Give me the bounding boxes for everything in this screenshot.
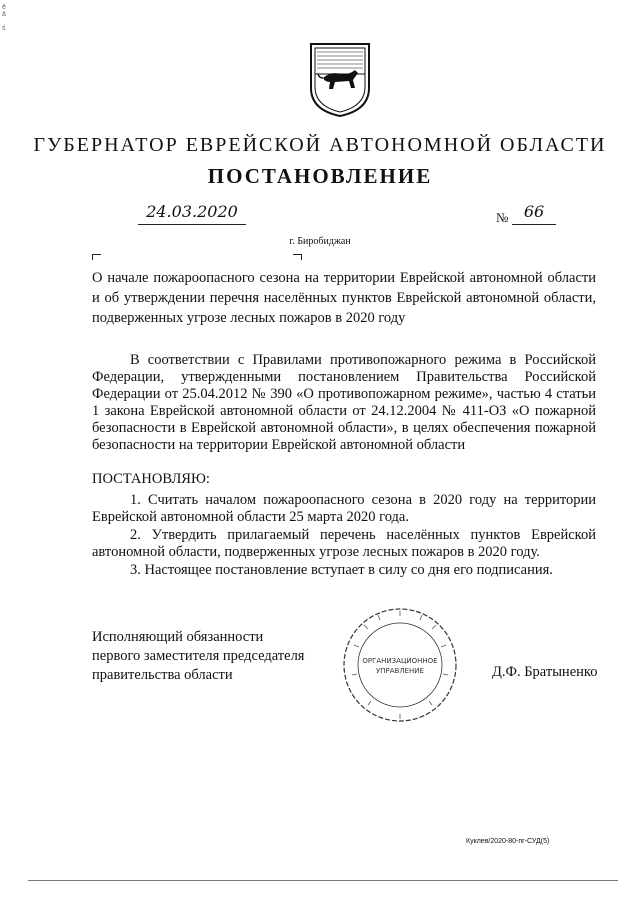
resolve-heading: ПОСТАНОВЛЯЮ: (92, 471, 210, 487)
document-subject: О начале пожароопасного сезона на территории Еврейской автономной области и об утверждении перечня населённых пунктов Еврейской автономной области, подверженных угрозе лесных пожаров в 2020 году (92, 270, 596, 326)
official-stamp (340, 605, 460, 725)
footer-code: Куклев/2020-80-пг-СУД(5) (466, 838, 550, 845)
corner-mark-left (92, 254, 101, 260)
signatory-name: Д.Ф. Братыненко (492, 664, 598, 680)
item-2: 2. Утвердить прилагаемый перечень населённых пунктов Еврейской автономной области, подверженных угрозе лесных пожаров в 2020 году. (92, 527, 596, 560)
stamp-inner-line-2: УПРАВЛЕНИЕ (376, 667, 424, 675)
number-prefix: № (496, 210, 509, 225)
city: г. Биробиджан (289, 236, 351, 247)
coat-of-arms-emblem (303, 40, 377, 118)
bottom-edge-line (28, 880, 618, 881)
item-1: 1. Считать началом пожароопасного сезона в 2020 году на территории Еврейской автономной области 25 марта 2020 года. (92, 492, 596, 525)
stamp-inner-line-1: ОРГАНИЗАЦИОННОЕ (362, 657, 438, 665)
document-date: 24.03.2020 (138, 200, 246, 225)
issuer-title: ГУБЕРНАТОР ЕВРЕЙСКОЙ АВТОНОМНОЙ ОБЛАСТИ (33, 134, 607, 156)
item-3: 3. Настоящее постановление вступает в силу со дня его подписания. (130, 562, 553, 578)
position-line-1: Исполняющий обязанности (92, 629, 264, 645)
preamble-paragraph: В соответствии с Правилами противопожарного режима в Российской Федерации, утвержденными постановлением Правительства Российской Федерации от 25.04.2012 № 390 «О противопожарном режиме», частью 4 статьи 1 закона Еврейской автономной области от 24.12.2004 № 411-ОЗ «О пожарной безопасности в Еврейской автономной области», в целях обеспечения пожарной безопасности на территории Еврейской автономной области (92, 352, 596, 453)
position-line-2: первого заместителя председателя (92, 648, 305, 664)
document-type: ПОСТАНОВЛЕНИЕ (207, 164, 433, 188)
edge-scan-mark: ē ä ś (2, 4, 6, 32)
position-line-3: правительства области (92, 667, 233, 683)
document-number: 66 (512, 200, 556, 225)
signatory-position (92, 628, 322, 685)
corner-mark-right (293, 254, 302, 260)
